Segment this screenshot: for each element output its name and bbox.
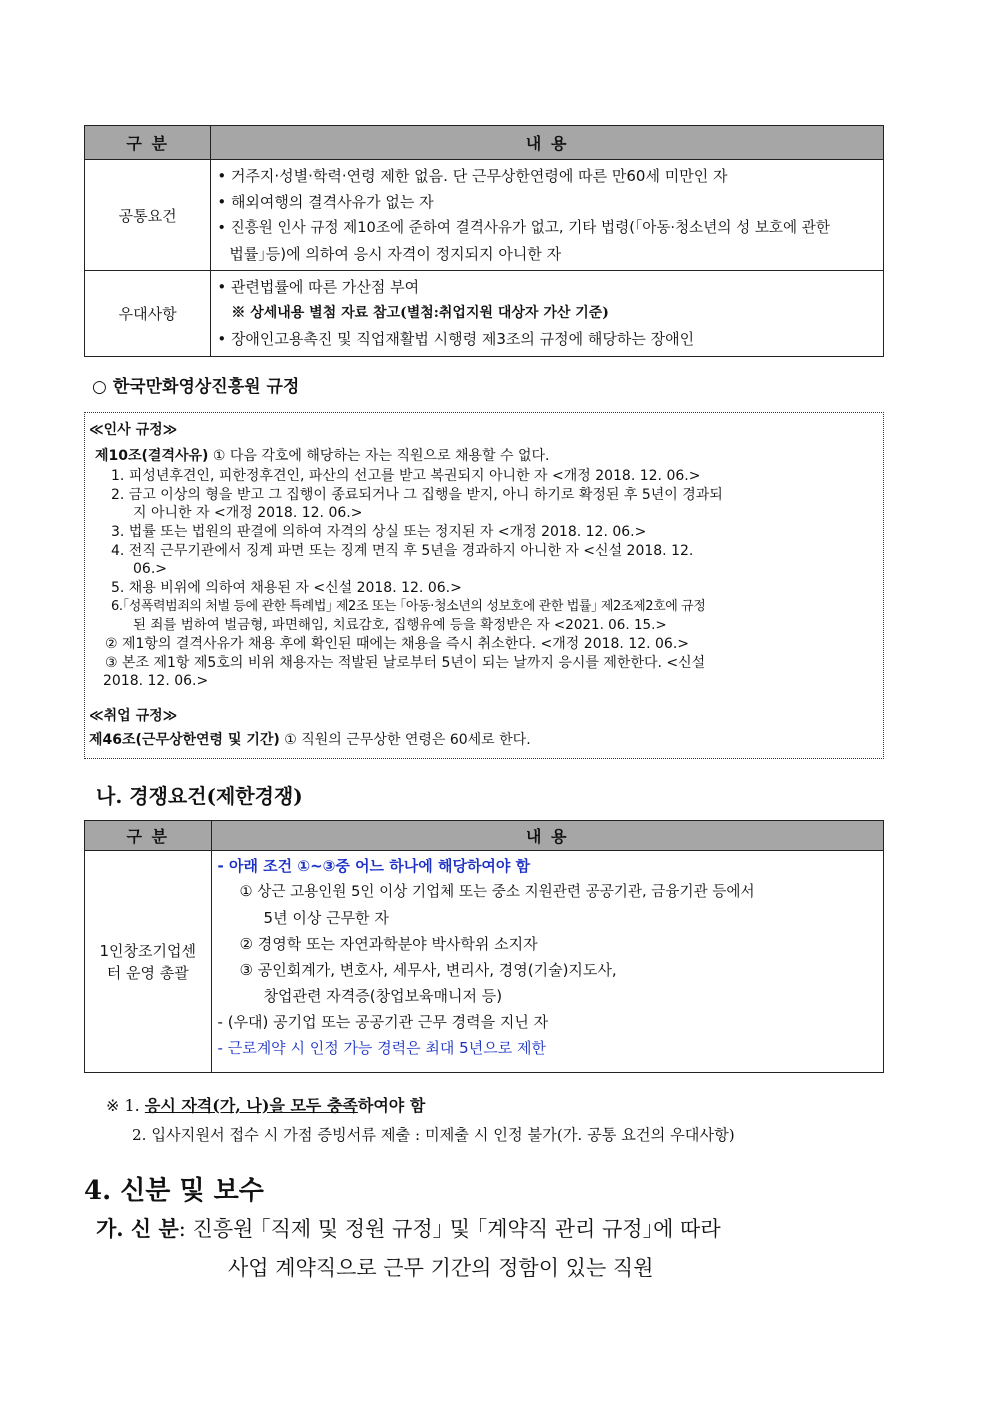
header-content: 내 용 bbox=[211, 126, 884, 160]
row-category: 우대사항 bbox=[85, 271, 211, 357]
regulation-item: 된 죄를 범하여 벌금형, 파면해임, 치료감호, 집행유예 등을 확정받은 자 <2021. 06. 15.> bbox=[133, 617, 667, 633]
regulation-item: 1. 피성년후견인, 피한정후견인, 파산의 선고를 받고 복권되지 아니한 자 <개정 2018. 12. 06.> bbox=[111, 468, 701, 484]
header-category: 구 분 bbox=[85, 821, 212, 851]
article-46-title: 제46조(근무상한연령 및 기간) bbox=[89, 732, 280, 748]
content-note: ※ 상세내용 별첨 자료 참고(별첨:취업지원 대상자 가산 기준) bbox=[231, 305, 609, 321]
row-category bbox=[85, 851, 212, 1073]
requirements-table-common bbox=[84, 125, 884, 357]
table-header-row bbox=[85, 821, 884, 851]
content-line: • 관련법률에 따른 가산점 부여 bbox=[217, 278, 420, 296]
article-46-text: ① 직원의 근무상한 연령은 60세로 한다. bbox=[279, 732, 531, 748]
article-46-line bbox=[89, 731, 531, 749]
footnote-1-underlined: 응시 자격(가, 나)을 모두 충족 bbox=[144, 1096, 358, 1115]
section-4-title: 4. 신분 및 보수 bbox=[84, 1176, 264, 1206]
personnel-rules-title: ≪인사 규정≫ bbox=[89, 422, 178, 438]
row-content bbox=[211, 160, 884, 271]
content-line: 5년 이상 근무한 자 bbox=[263, 909, 389, 927]
requirements-table-competition bbox=[84, 820, 884, 1073]
regulation-heading: ○ 한국만화영상진흥원 규정 bbox=[92, 377, 300, 397]
table-row bbox=[85, 851, 884, 1073]
regulation-item: 06.> bbox=[133, 561, 167, 577]
footnote-2: 2. 입사지원서 접수 시 가점 증빙서류 제출 : 미제출 시 인정 불가(가. 공통 요건의 우대사항) bbox=[132, 1126, 735, 1144]
article-10-title: 제10조(결격사유) bbox=[95, 448, 209, 464]
status-text: : 진흥원 ｢직제 및 정원 규정｣ 및 ｢계약직 관리 규정｣에 따라 bbox=[178, 1217, 721, 1241]
table-header-row bbox=[85, 126, 884, 160]
content-line: ③ 공인회계가, 변호사, 세무사, 변리사, 경영(기술)지도사, bbox=[239, 961, 617, 979]
footnote-1-rest: 하여야 함 bbox=[357, 1096, 426, 1115]
regulation-item: 2018. 12. 06.> bbox=[103, 673, 209, 689]
row-content bbox=[211, 271, 884, 357]
content-line: ① 상근 고용인원 5인 이상 기업체 또는 중소 지원관련 공공기관, 금융기관 등에서 bbox=[239, 883, 755, 900]
content-line: • 해외여행의 결격사유가 없는 자 bbox=[217, 193, 434, 211]
content-line-condition: - 아래 조건 ①~③중 어느 하나에 해당하여야 함 bbox=[217, 857, 531, 875]
regulation-item: 2. 금고 이상의 형을 받고 그 집행이 종료되거나 그 집행을 받지, 아니 하기로 확정된 후 5년이 경과되 bbox=[111, 487, 723, 503]
content-line: - (우대) 공기업 또는 공공기관 근무 경력을 지닌 자 bbox=[217, 1013, 549, 1031]
competition-requirements-heading: 나. 경쟁요건(제한경쟁) bbox=[96, 784, 303, 808]
category-line: 터 운영 총괄 bbox=[106, 963, 189, 982]
row-category: 공통요건 bbox=[85, 160, 211, 271]
article-10-intro: ① 다음 각호에 해당하는 자는 직원으로 채용할 수 없다. bbox=[208, 448, 550, 464]
regulation-item: 5. 채용 비위에 의하여 채용된 자 <신설 2018. 12. 06.> bbox=[111, 580, 462, 596]
content-line: • 진흥원 인사 규정 제10조에 준하여 결격사유가 없고, 기타 법령(｢아동·청소년의 성 보호에 관한 bbox=[217, 219, 830, 236]
regulation-item: 6.｢성폭력범죄의 처벌 등에 관한 특례법｣ 제2조 또는 ｢아동·청소년의 성보호에 관한 법률｣ 제2조제2호에 규정 bbox=[111, 599, 706, 614]
content-line-limit: - 근로계약 시 인정 가능 경력은 최대 5년으로 제한 bbox=[217, 1039, 546, 1057]
status-label: 가. 신 분 bbox=[96, 1216, 179, 1241]
regulation-item: ② 제1항의 결격사유가 채용 후에 확인된 때에는 채용을 즉시 취소한다. <개정 2018. 12. 06.> bbox=[105, 636, 690, 652]
employment-rules-title: ≪취업 규정≫ bbox=[89, 708, 178, 724]
footnote-mark: ※ 1. bbox=[106, 1096, 140, 1115]
table-row bbox=[85, 271, 884, 357]
row-content bbox=[211, 851, 883, 1073]
header-category: 구 분 bbox=[85, 126, 211, 160]
content-line: 법률｣등)에 의하여 응시 자격이 정지되지 아니한 자 bbox=[229, 245, 562, 263]
content-line: ② 경영학 또는 자연과학분야 박사학위 소지자 bbox=[239, 935, 538, 953]
regulation-item: 지 아니한 자 <개정 2018. 12. 06.> bbox=[133, 505, 363, 521]
category-line: 1인창조기업센 bbox=[99, 941, 196, 960]
regulation-box bbox=[84, 412, 884, 759]
regulation-item: 3. 법률 또는 법원의 판결에 의하여 자격의 상실 또는 정지된 자 <개정 2018. 12. 06.> bbox=[111, 524, 647, 540]
table-row bbox=[85, 160, 884, 271]
content-line: • 거주지·성별·학력·연령 제한 없음. 단 근무상한연령에 따른 만60세 미만인 자 bbox=[217, 167, 728, 185]
content-line: 창업관련 자격증(창업보육매니저 등) bbox=[263, 987, 503, 1005]
regulation-item: 4. 전직 근무기관에서 징계 파면 또는 징계 면직 후 5년을 경과하지 아니한 자 <신설 2018. 12. bbox=[111, 543, 694, 559]
article-10-line bbox=[95, 447, 550, 465]
status-line-2: 사업 계약직으로 근무 기간의 정함이 있는 직원 bbox=[228, 1256, 654, 1280]
status-line-1 bbox=[96, 1213, 721, 1243]
regulation-item: ③ 본조 제1항 제5호의 비위 채용자는 적발된 날로부터 5년이 되는 날까지 응시를 제한한다. <신설 bbox=[105, 655, 706, 671]
header-content: 내 용 bbox=[211, 821, 883, 851]
content-line: • 장애인고용촉진 및 직업재활법 시행령 제3조의 규정에 해당하는 장애인 bbox=[217, 330, 695, 348]
footnote-1 bbox=[106, 1093, 425, 1116]
